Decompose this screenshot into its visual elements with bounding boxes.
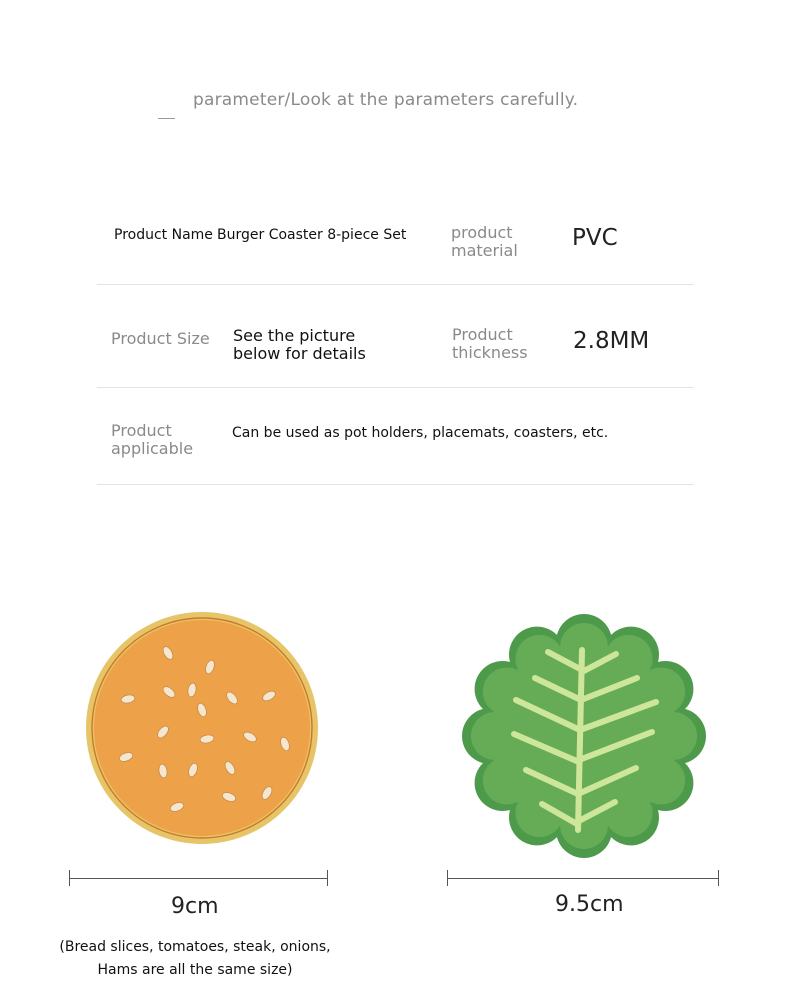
dimension-tick-right xyxy=(718,870,719,886)
thickness-label-line-1: Product xyxy=(452,325,513,344)
applicable-label xyxy=(111,422,193,458)
header-dash xyxy=(158,118,175,119)
burger-bun-icon xyxy=(84,610,320,846)
product-size-label: Product Size xyxy=(111,329,210,348)
dimension-tick-right xyxy=(327,870,328,886)
product-name-value: Burger Coaster 8-piece Set xyxy=(217,227,407,243)
size-note xyxy=(40,936,350,982)
table-divider xyxy=(97,284,694,285)
product-size-value xyxy=(233,327,366,363)
thickness-label-line-2: thickness xyxy=(452,343,528,362)
thickness-label xyxy=(452,326,528,362)
thickness-value: 2.8MM xyxy=(573,328,650,354)
material-label-line-1: product xyxy=(451,223,513,242)
table-divider xyxy=(97,484,694,485)
bun-size-label: 9cm xyxy=(171,894,219,919)
applicable-value: Can be used as pot holders, placemats, coasters, etc. xyxy=(232,425,609,441)
dimension-line-bun xyxy=(69,878,327,879)
material-label-line-2: material xyxy=(451,241,518,260)
applicable-label-line-2: applicable xyxy=(111,439,194,458)
material-label xyxy=(451,224,518,260)
lettuce-leaf-icon xyxy=(460,612,708,860)
lettuce-size-label: 9.5cm xyxy=(555,892,624,917)
product-name-label: Product Name xyxy=(114,227,213,243)
dimension-line-lettuce xyxy=(447,878,718,879)
applicable-label-line-1: Product xyxy=(111,421,172,440)
product-size-value-line-1: See the picture xyxy=(233,326,356,345)
table-divider xyxy=(97,387,694,388)
page-title: parameter/Look at the parameters carefully. xyxy=(193,90,579,110)
product-size-value-line-2: below for details xyxy=(233,344,366,363)
material-value: PVC xyxy=(572,225,618,251)
size-note-line-1: (Bread slices, tomatoes, steak, onions, xyxy=(59,939,331,955)
size-note-line-2: Hams are all the same size) xyxy=(97,962,293,978)
